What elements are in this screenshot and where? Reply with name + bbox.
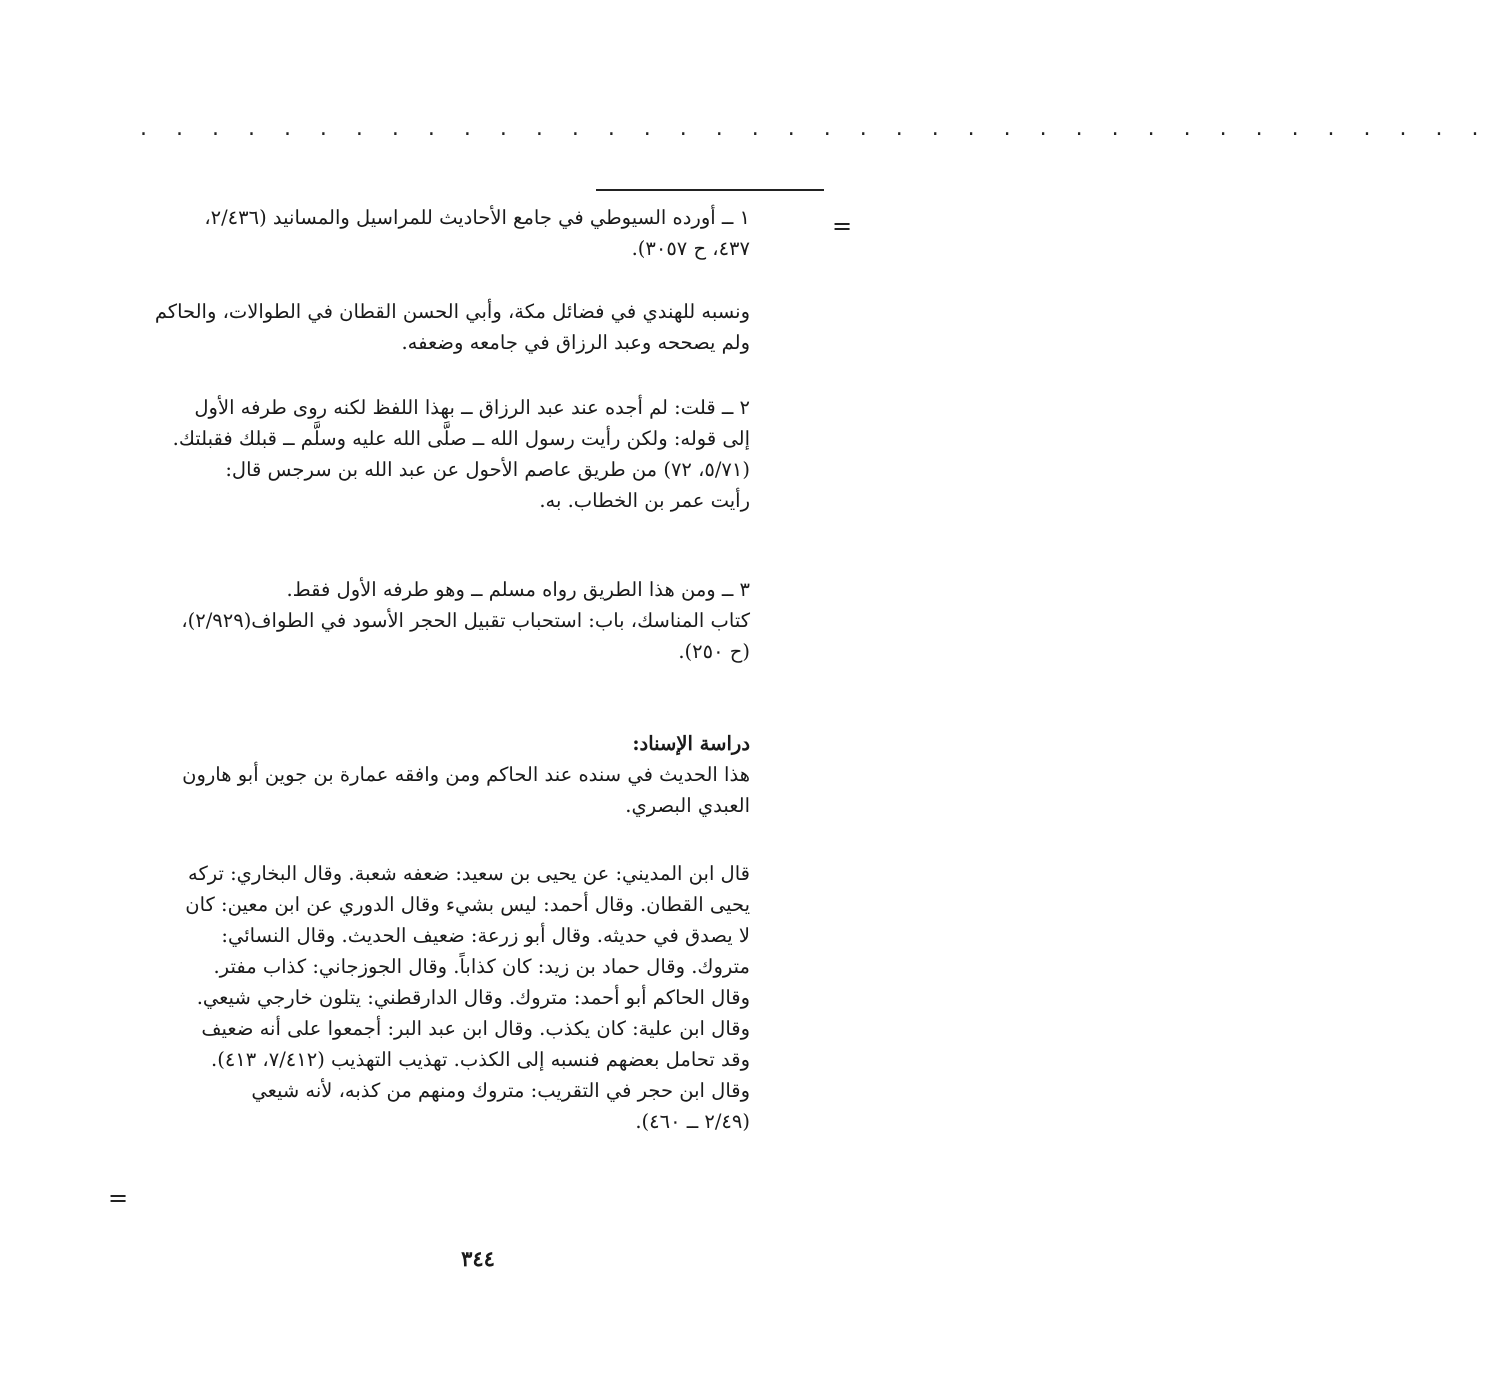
criticism-line: وقال ابن حجر في التقريب: متروك ومنهم من كذبه، لأنه شيعي xyxy=(251,1079,750,1102)
footnote-1-line-1: ١ ــ أورده السيوطي في جامع الأحاديث للمراسيل والمسانيد (٢/٤٣٦، xyxy=(204,206,750,229)
footnote-2-line-4: رأيت عمر بن الخطاب. به. xyxy=(539,489,750,512)
continuation-mark-bottom: = xyxy=(108,1184,129,1212)
criticism-line: قال ابن المديني: عن يحيى بن سعيد: ضعفه شعبة. وقال البخاري: تركه xyxy=(187,862,750,885)
criticism-line: لا يصدق في حديثه. وقال أبو زرعة: ضعيف الحديث. وقال النسائي: xyxy=(221,924,750,947)
isnad-study-intro xyxy=(132,728,750,821)
footnote-1-para2-line-1: ونسبه للهندي في فضائل مكة، وأبي الحسن القطان في الطوالات، والحاكم xyxy=(154,300,750,323)
criticism-line: متروك. وقال حماد بن زيد: كان كذاباً. وقال الجوزجاني: كذاب مفتر. xyxy=(213,955,750,978)
criticism-line: (٢/٤٩ ــ ٤٦٠). xyxy=(635,1110,750,1133)
footnote-3-line-1: ٣ ــ ومن هذا الطريق رواه مسلم ــ وهو طرفه الأول فقط. xyxy=(286,578,750,601)
page-number: ٣٤٤ xyxy=(461,1246,495,1271)
criticism-line: وقد تحامل بعضهم فنسبه إلى الكذب. تهذيب التهذيب (٧/٤١٢، ٤١٣). xyxy=(211,1048,750,1071)
footnote-1 xyxy=(132,202,750,264)
footnote-2 xyxy=(132,392,750,516)
criticism-line: يحيى القطان. وقال أحمد: ليس بشيء وقال الدوري عن ابن معين: كان xyxy=(185,893,750,916)
footnote-2-line-3: (٥/٧١، ٧٢) من طريق عاصم الأحول عن عبد الله بن سرجس قال: xyxy=(225,458,750,481)
footnote-2-line-2: إلى قوله: ولكن رأيت رسول الله ــ صلَّى الله عليه وسلَّم ــ قبلك فقبلتك. xyxy=(172,427,750,450)
criticism-line: وقال ابن علية: كان يكذب. وقال ابن عبد البر: أجمعوا على أنه ضعيف xyxy=(201,1017,750,1040)
footnote-2-line-1: ٢ ــ قلت: لم أجده عند عبد الرزاق ــ بهذا اللفظ لكنه روى طرفه الأول xyxy=(194,396,750,419)
header-dot-separator: . . . . . . . . . . . . . . . . . . . . . . . . . . . . . . . . . . . . . . xyxy=(140,116,1490,141)
narrator-criticism-paragraph xyxy=(132,858,750,1137)
footnote-1-paragraph-2 xyxy=(132,296,750,358)
continuation-mark-top: = xyxy=(832,212,853,240)
isnad-intro-line-1: هذا الحديث في سنده عند الحاكم ومن وافقه عمارة بن جوين أبو هارون xyxy=(182,763,750,786)
section-heading: دراسة الإسناد: xyxy=(632,732,750,755)
isnad-intro-line-2: العبدي البصري. xyxy=(625,794,750,817)
footnote-1-para2-line-2: ولم يصححه وعبد الرزاق في جامعه وضعفه. xyxy=(401,331,750,354)
criticism-line: وقال الحاكم أبو أحمد: متروك. وقال الدارقطني: يتلون خارجي شيعي. xyxy=(196,986,750,1009)
footnote-3-line-2: كتاب المناسك، باب: استحباب تقبيل الحجر الأسود في الطواف(٢/٩٢٩)، xyxy=(181,609,750,632)
footnote-1-line-2: ٤٣٧، ح ٣٠٥٧). xyxy=(631,237,750,260)
footnote-rule xyxy=(596,189,824,191)
footnote-3-line-3: (ح ٢٥٠). xyxy=(678,640,750,663)
footnote-3 xyxy=(132,574,750,667)
